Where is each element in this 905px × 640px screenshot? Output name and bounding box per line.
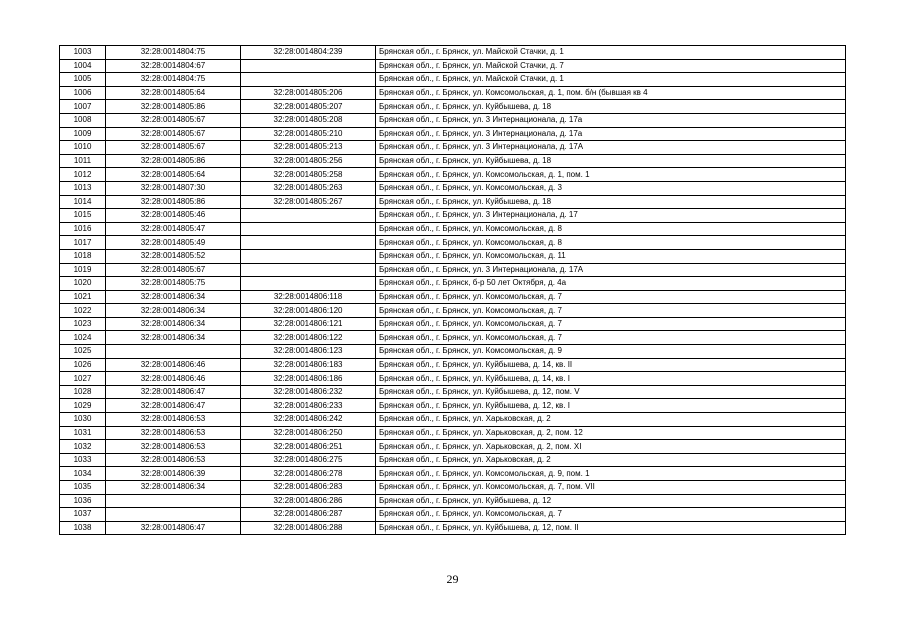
address-cell: Брянская обл., г. Брянск, ул. 3 Интернационала, д. 17А [376, 263, 846, 277]
table-row [60, 481, 846, 495]
premises-cadastral-number-cell: 32:28:0014805:263 [241, 181, 376, 195]
cadastral-number-cell: 32:28:0014805:46 [106, 209, 241, 223]
table-row [60, 127, 846, 141]
row-number-cell: 1020 [60, 277, 106, 291]
table-row [60, 426, 846, 440]
premises-cadastral-number-cell: 32:28:0014806:278 [241, 467, 376, 481]
table-row [60, 100, 846, 114]
row-number-cell: 1013 [60, 181, 106, 195]
premises-cadastral-number-cell: 32:28:0014806:242 [241, 413, 376, 427]
row-number-cell: 1030 [60, 413, 106, 427]
row-number-cell: 1016 [60, 222, 106, 236]
table-row [60, 263, 846, 277]
premises-cadastral-number-cell: 32:28:0014806:287 [241, 508, 376, 522]
row-number-cell: 1012 [60, 168, 106, 182]
address-cell: Брянская обл., г. Брянск, ул. Комсомольская, д. 3 [376, 181, 846, 195]
address-cell: Брянская обл., г. Брянск, ул. Комсомольская, д. 11 [376, 249, 846, 263]
cadastral-number-cell: 32:28:0014805:64 [106, 168, 241, 182]
premises-cadastral-number-cell: 32:28:0014806:123 [241, 345, 376, 359]
table-row [60, 467, 846, 481]
address-cell: Брянская обл., г. Брянск, ул. 3 Интернационала, д. 17а [376, 113, 846, 127]
cadastral-number-cell: 32:28:0014805:67 [106, 141, 241, 155]
table-row [60, 494, 846, 508]
premises-cadastral-number-cell [241, 73, 376, 87]
row-number-cell: 1027 [60, 372, 106, 386]
table-row [60, 345, 846, 359]
premises-cadastral-number-cell [241, 209, 376, 223]
cadastral-number-cell: 32:28:0014804:75 [106, 73, 241, 87]
address-cell: Брянская обл., г. Брянск, ул. Комсомольская, д. 8 [376, 222, 846, 236]
premises-cadastral-number-cell: 32:28:0014804:239 [241, 46, 376, 60]
cadastral-number-cell: 32:28:0014806:53 [106, 453, 241, 467]
cadastral-number-cell: 32:28:0014805:86 [106, 100, 241, 114]
table-row [60, 86, 846, 100]
address-cell: Брянская обл., г. Брянск, ул. Майской Стачки, д. 1 [376, 73, 846, 87]
table-row [60, 385, 846, 399]
cadastral-number-cell: 32:28:0014805:47 [106, 222, 241, 236]
row-number-cell: 1007 [60, 100, 106, 114]
cadastral-number-cell: 32:28:0014806:47 [106, 399, 241, 413]
address-cell: Брянская обл., г. Брянск, ул. Майской Стачки, д. 7 [376, 59, 846, 73]
row-number-cell: 1029 [60, 399, 106, 413]
cadastral-number-cell: 32:28:0014804:67 [106, 59, 241, 73]
cadastral-number-cell: 32:28:0014806:34 [106, 317, 241, 331]
table-row [60, 290, 846, 304]
row-number-cell: 1014 [60, 195, 106, 209]
cadastral-number-cell: 32:28:0014806:39 [106, 467, 241, 481]
cadastral-number-cell: 32:28:0014806:34 [106, 304, 241, 318]
row-number-cell: 1036 [60, 494, 106, 508]
premises-cadastral-number-cell: 32:28:0014806:186 [241, 372, 376, 386]
cadastral-number-cell: 32:28:0014805:67 [106, 263, 241, 277]
table-row [60, 141, 846, 155]
premises-cadastral-number-cell: 32:28:0014805:210 [241, 127, 376, 141]
row-number-cell: 1008 [60, 113, 106, 127]
table-row [60, 73, 846, 87]
row-number-cell: 1011 [60, 154, 106, 168]
table-row [60, 181, 846, 195]
cadastral-number-cell: 32:28:0014805:67 [106, 127, 241, 141]
cadastral-number-cell: 32:28:0014806:34 [106, 290, 241, 304]
row-number-cell: 1015 [60, 209, 106, 223]
table-row [60, 521, 846, 535]
row-number-cell: 1017 [60, 236, 106, 250]
premises-cadastral-number-cell: 32:28:0014806:275 [241, 453, 376, 467]
cadastral-number-cell: 32:28:0014806:53 [106, 426, 241, 440]
table-row [60, 413, 846, 427]
address-cell: Брянская обл., г. Брянск, ул. 3 Интернационала, д. 17А [376, 141, 846, 155]
table-row [60, 304, 846, 318]
row-number-cell: 1033 [60, 453, 106, 467]
premises-cadastral-number-cell: 32:28:0014805:267 [241, 195, 376, 209]
table-row [60, 508, 846, 522]
table-row [60, 399, 846, 413]
premises-cadastral-number-cell: 32:28:0014806:183 [241, 358, 376, 372]
address-cell: Брянская обл., г. Брянск, ул. Куйбышева, д. 12, пом. V [376, 385, 846, 399]
premises-cadastral-number-cell [241, 263, 376, 277]
address-cell: Брянская обл., г. Брянск, ул. Комсомольская, д. 7 [376, 331, 846, 345]
row-number-cell: 1019 [60, 263, 106, 277]
premises-cadastral-number-cell: 32:28:0014806:120 [241, 304, 376, 318]
address-cell: Брянская обл., г. Брянск, ул. Комсомольская, д. 8 [376, 236, 846, 250]
row-number-cell: 1018 [60, 249, 106, 263]
cadastral-number-cell: 32:28:0014805:64 [106, 86, 241, 100]
page-number: 29 [446, 572, 459, 586]
address-cell: Брянская обл., г. Брянск, ул. Комсомольская, д. 7, пом. VII [376, 481, 846, 495]
cadastral-number-cell: 32:28:0014805:49 [106, 236, 241, 250]
row-number-cell: 1023 [60, 317, 106, 331]
table-row [60, 113, 846, 127]
row-number-cell: 1003 [60, 46, 106, 60]
address-cell: Брянская обл., г. Брянск, ул. Харьковская, д. 2 [376, 413, 846, 427]
address-cell: Брянская обл., г. Брянск, ул. Харьковская, д. 2 [376, 453, 846, 467]
address-cell: Брянская обл., г. Брянск, ул. Куйбышева, д. 12, кв. I [376, 399, 846, 413]
table-row [60, 209, 846, 223]
address-cell: Брянская обл., г. Брянск, ул. Куйбышева, д. 14, кв. I [376, 372, 846, 386]
row-number-cell: 1021 [60, 290, 106, 304]
row-number-cell: 1009 [60, 127, 106, 141]
address-cell: Брянская обл., г. Брянск, ул. 3 Интернационала, д. 17 [376, 209, 846, 223]
address-cell: Брянская обл., г. Брянск, ул. Комсомольская, д. 7 [376, 304, 846, 318]
cadastral-number-cell: 32:28:0014805:52 [106, 249, 241, 263]
premises-cadastral-number-cell: 32:28:0014806:283 [241, 481, 376, 495]
cadastral-number-cell: 32:28:0014806:47 [106, 521, 241, 535]
registry-table-body [60, 46, 846, 535]
cadastral-number-cell: 32:28:0014804:75 [106, 46, 241, 60]
row-number-cell: 1035 [60, 481, 106, 495]
address-cell: Брянская обл., г. Брянск, ул. Комсомольская, д. 9 [376, 345, 846, 359]
address-cell: Брянская обл., г. Брянск, ул. Майской Стачки, д. 1 [376, 46, 846, 60]
table-row [60, 331, 846, 345]
table-row [60, 236, 846, 250]
cadastral-number-cell: 32:28:0014806:47 [106, 385, 241, 399]
premises-cadastral-number-cell [241, 236, 376, 250]
table-row [60, 249, 846, 263]
address-cell: Брянская обл., г. Брянск, ул. 3 Интернационала, д. 17а [376, 127, 846, 141]
row-number-cell: 1031 [60, 426, 106, 440]
row-number-cell: 1032 [60, 440, 106, 454]
cadastral-number-cell: 32:28:0014806:46 [106, 358, 241, 372]
row-number-cell: 1034 [60, 467, 106, 481]
cadastral-number-cell: 32:28:0014806:46 [106, 372, 241, 386]
cadastral-number-cell: 32:28:0014805:86 [106, 195, 241, 209]
address-cell: Брянская обл., г. Брянск, ул. Комсомольская, д. 7 [376, 290, 846, 304]
address-cell: Брянская обл., г. Брянск, ул. Комсомольская, д. 1, пом. 1 [376, 168, 846, 182]
cadastral-number-cell: 32:28:0014806:53 [106, 440, 241, 454]
premises-cadastral-number-cell: 32:28:0014805:256 [241, 154, 376, 168]
address-cell: Брянская обл., г. Брянск, б-р 50 лет Октября, д. 4а [376, 277, 846, 291]
cadastral-number-cell [106, 345, 241, 359]
row-number-cell: 1022 [60, 304, 106, 318]
address-cell: Брянская обл., г. Брянск, ул. Куйбышева, д. 18 [376, 154, 846, 168]
premises-cadastral-number-cell: 32:28:0014806:233 [241, 399, 376, 413]
premises-cadastral-number-cell [241, 249, 376, 263]
premises-cadastral-number-cell: 32:28:0014805:213 [241, 141, 376, 155]
address-cell: Брянская обл., г. Брянск, ул. Куйбышева, д. 14, кв. II [376, 358, 846, 372]
premises-cadastral-number-cell [241, 59, 376, 73]
row-number-cell: 1024 [60, 331, 106, 345]
premises-cadastral-number-cell: 32:28:0014805:208 [241, 113, 376, 127]
premises-cadastral-number-cell: 32:28:0014806:118 [241, 290, 376, 304]
row-number-cell: 1028 [60, 385, 106, 399]
row-number-cell: 1026 [60, 358, 106, 372]
address-cell: Брянская обл., г. Брянск, ул. Комсомольская, д. 1, пом. б/н (бывшая кв 4 [376, 86, 846, 100]
table-row [60, 222, 846, 236]
address-cell: Брянская обл., г. Брянск, ул. Комсомольская, д. 9, пом. 1 [376, 467, 846, 481]
cadastral-number-cell: 32:28:0014807:30 [106, 181, 241, 195]
cadastral-number-cell [106, 508, 241, 522]
table-row [60, 195, 846, 209]
premises-cadastral-number-cell: 32:28:0014806:286 [241, 494, 376, 508]
cadastral-number-cell: 32:28:0014805:67 [106, 113, 241, 127]
address-cell: Брянская обл., г. Брянск, ул. Комсомольская, д. 7 [376, 317, 846, 331]
cadastral-number-cell: 32:28:0014806:34 [106, 331, 241, 345]
table-row [60, 453, 846, 467]
table-row [60, 317, 846, 331]
row-number-cell: 1025 [60, 345, 106, 359]
address-cell: Брянская обл., г. Брянск, ул. Куйбышева, д. 12 [376, 494, 846, 508]
table-row [60, 59, 846, 73]
premises-cadastral-number-cell: 32:28:0014805:206 [241, 86, 376, 100]
premises-cadastral-number-cell [241, 277, 376, 291]
premises-cadastral-number-cell: 32:28:0014805:207 [241, 100, 376, 114]
premises-cadastral-number-cell: 32:28:0014806:250 [241, 426, 376, 440]
row-number-cell: 1005 [60, 73, 106, 87]
table-row [60, 46, 846, 60]
cadastral-number-cell: 32:28:0014805:75 [106, 277, 241, 291]
row-number-cell: 1006 [60, 86, 106, 100]
table-row [60, 440, 846, 454]
address-cell: Брянская обл., г. Брянск, ул. Комсомольская, д. 7 [376, 508, 846, 522]
premises-cadastral-number-cell: 32:28:0014806:121 [241, 317, 376, 331]
cadastral-number-cell [106, 494, 241, 508]
table-row [60, 358, 846, 372]
cadastral-number-cell: 32:28:0014805:86 [106, 154, 241, 168]
address-cell: Брянская обл., г. Брянск, ул. Куйбышева, д. 18 [376, 100, 846, 114]
address-cell: Брянская обл., г. Брянск, ул. Куйбышева, д. 12, пом. II [376, 521, 846, 535]
address-cell: Брянская обл., г. Брянск, ул. Харьковская, д. 2, пом. XI [376, 440, 846, 454]
premises-cadastral-number-cell: 32:28:0014806:122 [241, 331, 376, 345]
table-row [60, 372, 846, 386]
table-row [60, 154, 846, 168]
premises-cadastral-number-cell: 32:28:0014806:288 [241, 521, 376, 535]
row-number-cell: 1037 [60, 508, 106, 522]
table-row [60, 168, 846, 182]
cadastral-number-cell: 32:28:0014806:34 [106, 481, 241, 495]
property-registry-table [59, 45, 846, 535]
premises-cadastral-number-cell: 32:28:0014806:251 [241, 440, 376, 454]
row-number-cell: 1010 [60, 141, 106, 155]
premises-cadastral-number-cell: 32:28:0014806:232 [241, 385, 376, 399]
table-row [60, 277, 846, 291]
premises-cadastral-number-cell [241, 222, 376, 236]
row-number-cell: 1004 [60, 59, 106, 73]
premises-cadastral-number-cell: 32:28:0014805:258 [241, 168, 376, 182]
address-cell: Брянская обл., г. Брянск, ул. Харьковская, д. 2, пом. 12 [376, 426, 846, 440]
row-number-cell: 1038 [60, 521, 106, 535]
cadastral-number-cell: 32:28:0014806:53 [106, 413, 241, 427]
address-cell: Брянская обл., г. Брянск, ул. Куйбышева, д. 18 [376, 195, 846, 209]
